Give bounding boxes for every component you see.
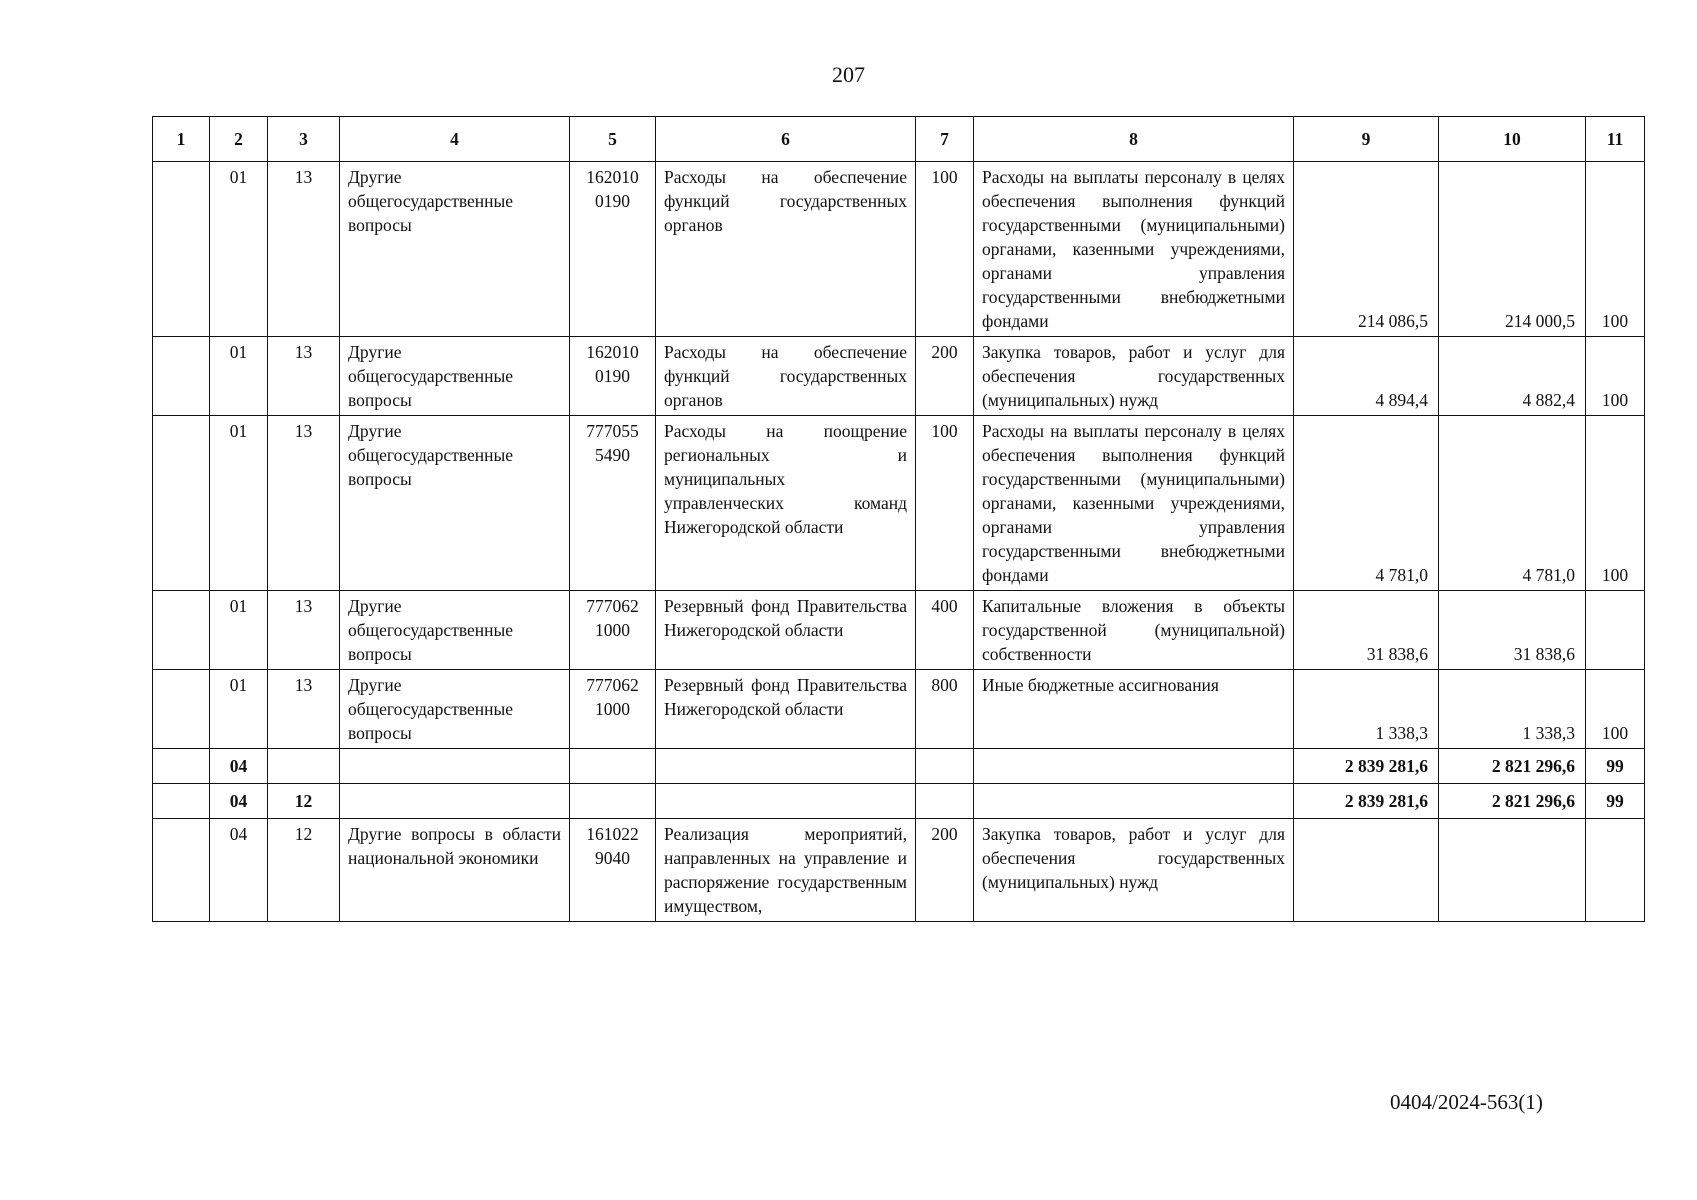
cell-name: Другие общегосударственные вопросы [340, 337, 570, 416]
cell-subsection: 13 [268, 162, 340, 337]
document-code: 0404/2024-563(1) [1390, 1090, 1543, 1114]
cell-actual: 4 882,4 [1439, 337, 1586, 416]
cell-percent [1586, 591, 1645, 670]
cell-expense-code: 100 [916, 416, 974, 591]
cell-section: 01 [210, 591, 268, 670]
cell-col1 [153, 670, 210, 749]
col-header: 1 [153, 117, 210, 162]
cell-percent: 100 [1586, 162, 1645, 337]
col-header: 3 [268, 117, 340, 162]
col-header: 6 [656, 117, 916, 162]
cell-actual: 1 338,3 [1439, 670, 1586, 749]
col-header: 8 [974, 117, 1294, 162]
cell-expense-code: 200 [916, 337, 974, 416]
col-header: 10 [1439, 117, 1586, 162]
cell-percent: 100 [1586, 337, 1645, 416]
table-row [153, 591, 1645, 670]
cell-expense-name [974, 749, 1294, 784]
cell-expense-code [916, 749, 974, 784]
cell-target-name: Расходы на поощрение региональных и муниципальных управленческих команд Нижегородской области [656, 416, 916, 591]
cell-actual: 31 838,6 [1439, 591, 1586, 670]
header-row [153, 117, 1645, 162]
cell-percent [1586, 819, 1645, 922]
cell-expense-name [974, 784, 1294, 819]
cell-subsection: 13 [268, 337, 340, 416]
cell-actual: 4 781,0 [1439, 416, 1586, 591]
cell-plan: 31 838,6 [1294, 591, 1439, 670]
cell-plan [1294, 819, 1439, 922]
col-header: 4 [340, 117, 570, 162]
cell-plan: 214 086,5 [1294, 162, 1439, 337]
page-number: 207 [832, 62, 865, 87]
cell-target-code: 777055 5490 [570, 416, 656, 591]
cell-plan: 2 839 281,6 [1294, 749, 1439, 784]
cell-section: 01 [210, 670, 268, 749]
cell-expense-name: Расходы на выплаты персоналу в целях обеспечения выполнения функций государственными (муниципальными) органами, казенными учреждениями, органами управления государственными внебюджетными фондами [974, 416, 1294, 591]
table-row [153, 819, 1645, 922]
cell-section: 01 [210, 416, 268, 591]
cell-actual: 214 000,5 [1439, 162, 1586, 337]
cell-section: 04 [210, 784, 268, 819]
cell-target-name: Расходы на обеспечение функций государственных органов [656, 337, 916, 416]
cell-percent: 100 [1586, 416, 1645, 591]
cell-plan: 4 894,4 [1294, 337, 1439, 416]
cell-col1 [153, 591, 210, 670]
cell-section: 04 [210, 749, 268, 784]
cell-percent: 100 [1586, 670, 1645, 749]
cell-target-code: 161022 9040 [570, 819, 656, 922]
cell-col1 [153, 819, 210, 922]
cell-expense-code: 800 [916, 670, 974, 749]
cell-target-code [570, 784, 656, 819]
cell-section: 01 [210, 337, 268, 416]
table-row [153, 337, 1645, 416]
cell-name: Другие общегосударственные вопросы [340, 591, 570, 670]
cell-name [340, 749, 570, 784]
cell-subsection: 12 [268, 784, 340, 819]
cell-name: Другие общегосударственные вопросы [340, 416, 570, 591]
cell-col1 [153, 162, 210, 337]
cell-expense-code: 400 [916, 591, 974, 670]
cell-col1 [153, 337, 210, 416]
cell-col1 [153, 784, 210, 819]
cell-target-code: 162010 0190 [570, 337, 656, 416]
cell-col1 [153, 416, 210, 591]
cell-actual [1439, 819, 1586, 922]
col-header: 7 [916, 117, 974, 162]
budget-table [152, 116, 1645, 922]
col-header: 9 [1294, 117, 1439, 162]
cell-expense-name: Капитальные вложения в объекты государственной (муниципальной) собственности [974, 591, 1294, 670]
cell-name [340, 784, 570, 819]
table-row-total [153, 749, 1645, 784]
table-row-total [153, 784, 1645, 819]
cell-subsection [268, 749, 340, 784]
table-row [153, 670, 1645, 749]
cell-name: Другие общегосударственные вопросы [340, 670, 570, 749]
cell-expense-name: Закупка товаров, работ и услуг для обеспечения государственных (муниципальных) нужд [974, 819, 1294, 922]
cell-target-code [570, 749, 656, 784]
cell-name: Другие вопросы в области национальной экономики [340, 819, 570, 922]
cell-plan: 4 781,0 [1294, 416, 1439, 591]
cell-target-name: Резервный фонд Правительства Нижегородской области [656, 670, 916, 749]
table-row [153, 416, 1645, 591]
cell-section: 04 [210, 819, 268, 922]
cell-plan: 1 338,3 [1294, 670, 1439, 749]
cell-actual: 2 821 296,6 [1439, 784, 1586, 819]
cell-plan: 2 839 281,6 [1294, 784, 1439, 819]
cell-expense-code: 200 [916, 819, 974, 922]
cell-expense-name: Расходы на выплаты персоналу в целях обеспечения выполнения функций государственными (муниципальными) органами, казенными учреждениями, органами управления государственными внебюджетными фондами [974, 162, 1294, 337]
col-header: 2 [210, 117, 268, 162]
col-header: 5 [570, 117, 656, 162]
cell-col1 [153, 749, 210, 784]
col-header: 11 [1586, 117, 1645, 162]
cell-subsection: 13 [268, 416, 340, 591]
cell-target-name [656, 749, 916, 784]
cell-subsection: 13 [268, 591, 340, 670]
cell-target-name: Расходы на обеспечение функций государственных органов [656, 162, 916, 337]
table-row [153, 162, 1645, 337]
cell-section: 01 [210, 162, 268, 337]
cell-expense-code [916, 784, 974, 819]
cell-target-code: 162010 0190 [570, 162, 656, 337]
cell-target-code: 777062 1000 [570, 591, 656, 670]
cell-name: Другие общегосударственные вопросы [340, 162, 570, 337]
cell-expense-code: 100 [916, 162, 974, 337]
cell-target-name: Реализация мероприятий, направленных на управление и распоряжение государственным имуществом, [656, 819, 916, 922]
cell-subsection: 13 [268, 670, 340, 749]
cell-actual: 2 821 296,6 [1439, 749, 1586, 784]
cell-percent: 99 [1586, 784, 1645, 819]
cell-subsection: 12 [268, 819, 340, 922]
cell-target-code: 777062 1000 [570, 670, 656, 749]
cell-target-name: Резервный фонд Правительства Нижегородской области [656, 591, 916, 670]
cell-expense-name: Закупка товаров, работ и услуг для обеспечения государственных (муниципальных) нужд [974, 337, 1294, 416]
cell-expense-name: Иные бюджетные ассигнования [974, 670, 1294, 749]
cell-target-name [656, 784, 916, 819]
cell-percent: 99 [1586, 749, 1645, 784]
